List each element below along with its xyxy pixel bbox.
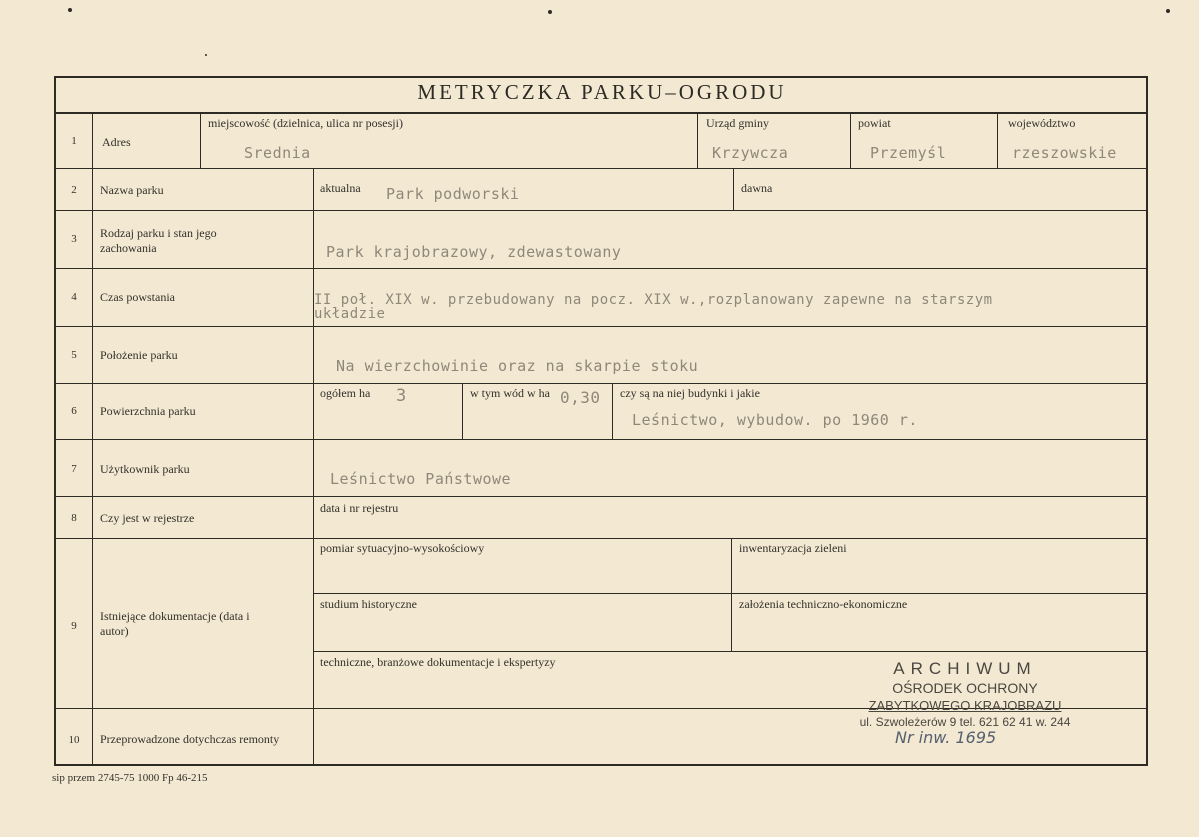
voivodeship-value: rzeszowskie <box>1012 144 1117 162</box>
row-number-2: 2 <box>71 184 77 196</box>
divider-row6-a <box>462 383 463 439</box>
row-number-10: 10 <box>68 734 80 746</box>
divider-row5 <box>54 383 1148 384</box>
row-label-repairs: Przeprowadzone dotychczas remonty <box>100 732 280 746</box>
current-name-value: Park podworski <box>386 185 520 203</box>
row-label-address: Adres <box>102 135 131 149</box>
survey-label: pomiar sytuacyjno-wysokościowy <box>320 541 485 555</box>
row-label-documentation: Istniejące dokumentacje (data i autor) <box>100 609 250 638</box>
row-number-3: 3 <box>71 233 77 245</box>
divider-row1 <box>54 168 1148 169</box>
creation-time-value-line1: II poł. XIX w. przebudowany na pocz. XIX w.,rozplanowany zapewne na starszym <box>314 292 993 308</box>
divider-num-col <box>92 112 93 766</box>
park-type-value: Park krajobrazowy, zdewastowany <box>326 243 622 261</box>
row-number-7: 7 <box>71 463 77 475</box>
frame-top <box>54 76 1148 78</box>
total-area-label: ogółem ha <box>320 386 371 400</box>
scan-speck <box>548 10 552 14</box>
divider-row9-v <box>731 538 732 651</box>
divider-row7 <box>54 496 1148 497</box>
locality-value: Srednia <box>244 144 311 162</box>
voivodeship-label: województwo <box>1008 116 1076 130</box>
technical-economic-label: założenia techniczno-ekonomiczne <box>739 597 908 611</box>
user-value: Leśnictwo Państwowe <box>330 470 512 488</box>
divider-label-col <box>313 168 314 766</box>
locality-label: miejscowość (dzielnica, ulica nr posesji) <box>208 116 403 130</box>
divider-row1-c <box>997 112 998 168</box>
scan-speck <box>68 8 72 12</box>
total-area-value: 3 <box>396 386 407 406</box>
buildings-label: czy są na niej budynki i jakie <box>620 386 760 400</box>
divider-row9-h2 <box>313 651 1148 652</box>
row-number-9: 9 <box>71 620 77 632</box>
county-label: powiat <box>858 116 891 130</box>
row-number-8: 8 <box>71 512 77 524</box>
frame-left <box>54 76 56 766</box>
divider-row3 <box>54 268 1148 269</box>
archive-stamp-line2: OŚRODEK OCHRONY <box>892 680 1038 696</box>
row-label-register: Czy jest w rejestrze <box>100 511 195 525</box>
divider-row1-label <box>200 112 201 168</box>
divider-row6-b <box>612 383 613 439</box>
archive-stamp-title: ARCHIWUM <box>893 659 1037 678</box>
current-name-label: aktualna <box>320 181 361 195</box>
row-number-5: 5 <box>71 349 77 361</box>
form-title: METRYCZKA PARKU–OGRODU <box>417 80 787 104</box>
scan-speck <box>205 54 207 56</box>
row-label-location: Położenie parku <box>100 348 178 362</box>
divider-row2-a <box>733 168 734 210</box>
former-name-label: dawna <box>741 181 773 195</box>
row-label-user: Użytkownik parku <box>100 462 190 476</box>
water-area-value: 0,30 <box>560 388 601 407</box>
row-label-creation-time: Czas powstania <box>100 290 175 304</box>
row-label-park-name: Nazwa parku <box>100 183 164 197</box>
row-number-4: 4 <box>71 291 77 303</box>
divider-row4 <box>54 326 1148 327</box>
archive-stamp-line3: ZABYTKOWEGO KRAJOBRAZU <box>868 698 1062 713</box>
archive-stamp-address: ul. Szwoleżerów 9 tel. 621 62 41 w. 244 <box>859 715 1071 729</box>
technical-docs-label: techniczne, branżowe dokumentacje i ekspertyzy <box>320 655 556 669</box>
print-footer: sip przem 2745-75 1000 Fp 46-215 <box>52 772 208 784</box>
divider-title <box>54 112 1148 114</box>
divider-row1-b <box>850 112 851 168</box>
buildings-value: Leśnictwo, wybudow. po 1960 r. <box>632 411 918 429</box>
divider-row1-a <box>697 112 698 168</box>
divider-row2 <box>54 210 1148 211</box>
commune-label: Urząd gminy <box>706 116 769 130</box>
frame-bottom <box>54 764 1148 766</box>
divider-row8 <box>54 538 1148 539</box>
frame-right <box>1146 76 1148 766</box>
register-label: data i nr rejestru <box>320 501 399 515</box>
handwritten-inventory-number: Nr inw. 1695 <box>895 728 997 747</box>
scan-speck <box>1166 9 1170 13</box>
row-number-1: 1 <box>71 135 77 147</box>
water-area-label: w tym wód w ha <box>470 386 550 400</box>
row-label-park-type: Rodzaj parku i stan jego zachowania <box>100 226 217 255</box>
inventory-label: inwentaryzacja zieleni <box>739 541 847 555</box>
creation-time-value-line2: układzie <box>314 306 386 322</box>
divider-row6 <box>54 439 1148 440</box>
commune-value: Krzywcza <box>712 144 789 162</box>
location-value: Na wierzchowinie oraz na skarpie stoku <box>336 357 699 375</box>
history-study-label: studium historyczne <box>320 597 417 611</box>
row-label-area: Powierzchnia parku <box>100 404 196 418</box>
county-value: Przemyśl <box>870 144 947 162</box>
row-number-6: 6 <box>71 405 77 417</box>
